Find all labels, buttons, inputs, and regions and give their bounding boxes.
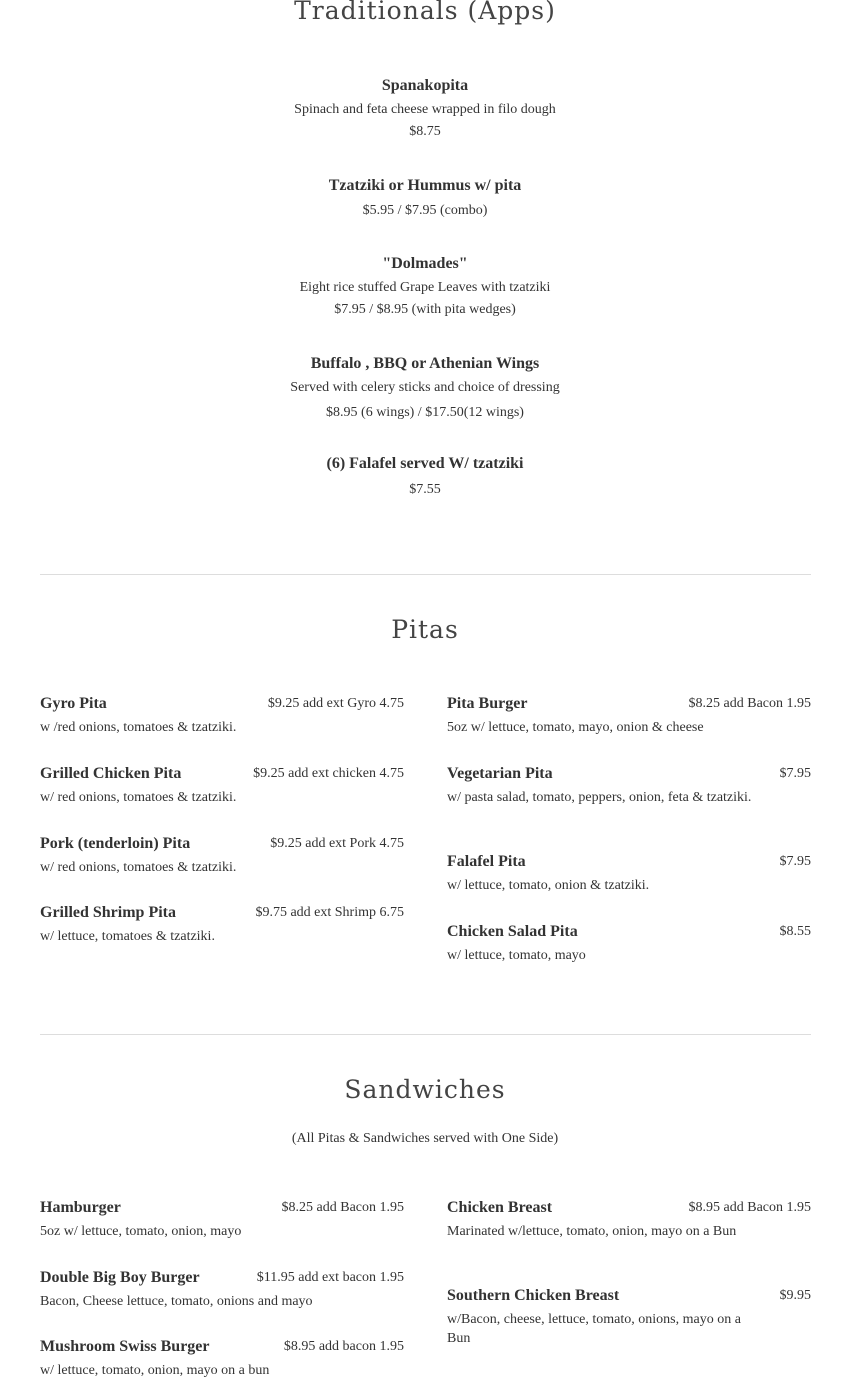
- item-desc: w/Bacon, cheese, lettuce, tomato, onions, mayo on a Bun: [447, 1312, 741, 1346]
- item-name: Pita Burger: [447, 695, 528, 712]
- item-price: $8.95 add Bacon 1.95: [688, 1200, 811, 1215]
- item-desc: w/ lettuce, tomatoes & tzatziki.: [40, 929, 215, 944]
- menu-item-mushroom-swiss-burger: [40, 1336, 404, 1380]
- item-name: Chicken Breast: [447, 1199, 553, 1216]
- item-desc: w/ pasta salad, tomato, peppers, onion, feta & tzatziki.: [447, 790, 752, 805]
- item-desc: 5oz w/ lettuce, tomato, onion, mayo: [40, 1224, 242, 1239]
- menu-item-tzatziki-hummus: [0, 175, 850, 222]
- item-price: $8.25 add Bacon 1.95: [688, 696, 811, 711]
- item-price: $11.95 add ext bacon 1.95: [256, 1270, 404, 1285]
- item-price: $8.95 add bacon 1.95: [283, 1339, 404, 1354]
- item-desc: Bacon, Cheese lettuce, tomato, onions and mayo: [40, 1294, 313, 1309]
- item-name: Spanakopita: [381, 77, 469, 94]
- item-price: $7.95: [779, 854, 811, 869]
- item-price: $8.75: [409, 124, 441, 139]
- item-name: Tzatziki or Hummus w/ pita: [328, 177, 522, 194]
- item-desc: w/ red onions, tomatoes & tzatziki.: [40, 790, 237, 805]
- item-name: Southern Chicken Breast: [447, 1287, 620, 1304]
- item-price: $9.95: [779, 1288, 811, 1303]
- item-name: Buffalo , BBQ or Athenian Wings: [310, 355, 540, 372]
- menu-item-vegetarian-pita: [447, 763, 811, 807]
- item-name: (6) Falafel served W/ tzatziki: [326, 455, 524, 472]
- menu-item-wings: [0, 353, 850, 424]
- item-desc: w /red onions, tomatoes & tzatziki.: [40, 720, 237, 735]
- menu-item-grilled-chicken-pita: [40, 763, 404, 807]
- menu-item-spanakopita: [0, 75, 850, 143]
- menu-item-falafel: [0, 453, 850, 501]
- menu-item-pork-pita: [40, 833, 404, 877]
- item-name: "Dolmades": [382, 255, 468, 272]
- menu-item-hamburger: [40, 1197, 404, 1241]
- menu-item-gyro-pita: [40, 693, 404, 737]
- menu-item-grilled-shrimp-pita: [40, 902, 404, 946]
- item-desc: Eight rice stuffed Grape Leaves with tzatziki: [299, 280, 551, 295]
- menu-item-pita-burger: [447, 693, 811, 737]
- item-name: Pork (tenderloin) Pita: [40, 835, 191, 852]
- menu-item-southern-chicken-breast: [447, 1285, 811, 1348]
- item-price: $8.55: [779, 924, 811, 939]
- item-desc: w/ red onions, tomatoes & tzatziki.: [40, 860, 237, 875]
- item-name: Hamburger: [40, 1199, 121, 1216]
- item-name: Double Big Boy Burger: [40, 1269, 200, 1286]
- section-divider: [40, 1034, 811, 1035]
- item-desc: w/ lettuce, tomato, mayo: [447, 948, 586, 963]
- item-desc: Spinach and feta cheese wrapped in filo dough: [294, 102, 556, 117]
- section-title-sandwiches: Sandwiches: [344, 1075, 506, 1104]
- menu-item-chicken-breast: [447, 1197, 811, 1241]
- item-desc: Served with celery sticks and choice of dressing: [290, 380, 560, 395]
- item-name: Grilled Shrimp Pita: [40, 904, 176, 921]
- section-title-pitas: Pitas: [391, 615, 459, 644]
- item-price: $9.25 add ext Gyro 4.75: [267, 696, 404, 711]
- menu-item-double-big-boy-burger: [40, 1267, 404, 1311]
- item-name: Gyro Pita: [40, 695, 107, 712]
- item-desc: w/ lettuce, tomato, onion, mayo on a bun: [40, 1363, 270, 1378]
- item-name: Vegetarian Pita: [447, 765, 553, 782]
- item-price: $9.25 add ext chicken 4.75: [253, 766, 404, 781]
- item-desc: w/ lettuce, tomato, onion & tzatziki.: [447, 878, 650, 893]
- item-price: $9.25 add ext Pork 4.75: [270, 836, 404, 851]
- item-desc: 5oz w/ lettuce, tomato, mayo, onion & cheese: [447, 720, 704, 735]
- item-price: $9.75 add ext Shrimp 6.75: [255, 905, 404, 920]
- menu-item-falafel-pita: [447, 851, 811, 895]
- menu-item-dolmades: [0, 253, 850, 321]
- section-title-traditionals: Traditionals (Apps): [294, 0, 556, 25]
- item-price: $7.95: [779, 766, 811, 781]
- menu-item-chicken-salad-pita: [447, 921, 811, 965]
- section-divider: [40, 574, 811, 575]
- sides-note: (All Pitas & Sandwiches served with One Side): [291, 1131, 559, 1146]
- item-price: $5.95 / $7.95 (combo): [362, 203, 488, 218]
- item-name: Chicken Salad Pita: [447, 923, 578, 940]
- item-name: Mushroom Swiss Burger: [40, 1338, 210, 1355]
- item-name: Falafel Pita: [447, 853, 526, 870]
- item-name: Grilled Chicken Pita: [40, 765, 182, 782]
- item-price: $7.95 / $8.95 (with pita wedges): [334, 302, 516, 317]
- item-price: $7.55: [409, 482, 441, 497]
- item-price: $8.25 add Bacon 1.95: [281, 1200, 404, 1215]
- item-price: $8.95 (6 wings) / $17.50(12 wings): [326, 405, 524, 420]
- item-desc: Marinated w/lettuce, tomato, onion, mayo on a Bun: [447, 1224, 737, 1239]
